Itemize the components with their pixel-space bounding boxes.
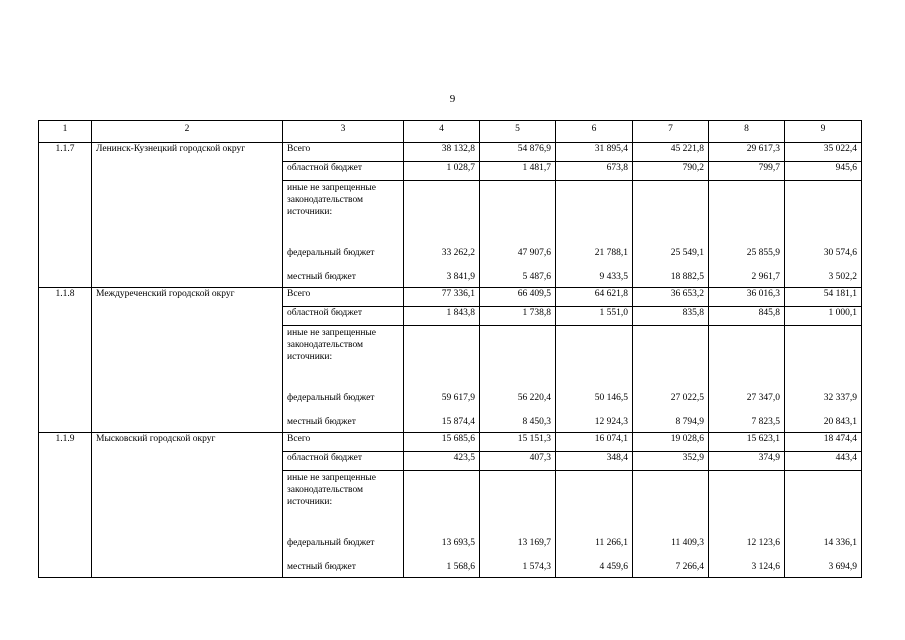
row-label: иные не запрещенные законодательством источники: — [283, 471, 404, 529]
value-cell — [404, 326, 480, 384]
value-cell: 5 487,6 — [480, 263, 556, 288]
value-cell — [480, 471, 556, 529]
header-row — [39, 121, 862, 143]
value-cell: 8 450,3 — [480, 408, 556, 433]
value-cell — [709, 181, 785, 239]
value-cell — [709, 326, 785, 384]
value-cell: 77 336,1 — [404, 288, 480, 307]
value-cell: 11 266,1 — [556, 528, 633, 553]
value-cell: 1 551,0 — [556, 307, 633, 326]
row-label: местный бюджет — [283, 553, 404, 578]
row-label: Всего — [283, 433, 404, 452]
value-cell: 50 146,5 — [556, 383, 633, 408]
row-label: федеральный бюджет — [283, 383, 404, 408]
value-cell: 348,4 — [556, 452, 633, 471]
value-cell: 1 574,3 — [480, 553, 556, 578]
section-name: Ленинск-Кузнецкий городской округ — [92, 143, 283, 288]
value-cell: 374,9 — [709, 452, 785, 471]
value-cell: 30 574,6 — [785, 238, 862, 263]
row-label: местный бюджет — [283, 408, 404, 433]
section-code: 1.1.7 — [39, 143, 92, 288]
value-cell: 38 132,8 — [404, 143, 480, 162]
budget-table — [38, 120, 862, 578]
value-cell: 9 433,5 — [556, 263, 633, 288]
page-number: 9 — [449, 93, 456, 105]
value-cell: 18 474,4 — [785, 433, 862, 452]
table-body — [39, 121, 862, 578]
value-cell: 443,4 — [785, 452, 862, 471]
value-cell: 25 855,9 — [709, 238, 785, 263]
column-header: 1 — [39, 121, 92, 143]
value-cell: 7 266,4 — [633, 553, 709, 578]
value-cell: 3 502,2 — [785, 263, 862, 288]
value-cell: 1 738,8 — [480, 307, 556, 326]
value-cell: 352,9 — [633, 452, 709, 471]
row-label: федеральный бюджет — [283, 528, 404, 553]
row-label: областной бюджет — [283, 162, 404, 181]
value-cell — [785, 471, 862, 529]
value-cell: 673,8 — [556, 162, 633, 181]
value-cell: 1 568,6 — [404, 553, 480, 578]
value-cell — [480, 326, 556, 384]
value-cell: 19 028,6 — [633, 433, 709, 452]
value-cell — [556, 181, 633, 239]
column-header: 4 — [404, 121, 480, 143]
table-row-total — [39, 288, 862, 307]
value-cell: 1 000,1 — [785, 307, 862, 326]
value-cell: 36 653,2 — [633, 288, 709, 307]
value-cell: 33 262,2 — [404, 238, 480, 263]
value-cell: 56 220,4 — [480, 383, 556, 408]
column-header: 6 — [556, 121, 633, 143]
value-cell: 15 151,3 — [480, 433, 556, 452]
table-row-total — [39, 433, 862, 452]
value-cell: 1 481,7 — [480, 162, 556, 181]
value-cell: 2 961,7 — [709, 263, 785, 288]
row-label: Всего — [283, 143, 404, 162]
value-cell: 3 694,9 — [785, 553, 862, 578]
value-cell: 407,3 — [480, 452, 556, 471]
value-cell: 4 459,6 — [556, 553, 633, 578]
table-row-total — [39, 143, 862, 162]
value-cell: 12 123,6 — [709, 528, 785, 553]
value-cell — [709, 471, 785, 529]
value-cell — [633, 181, 709, 239]
value-cell: 3 124,6 — [709, 553, 785, 578]
value-cell: 66 409,5 — [480, 288, 556, 307]
value-cell: 54 181,1 — [785, 288, 862, 307]
value-cell: 29 617,3 — [709, 143, 785, 162]
value-cell: 13 693,5 — [404, 528, 480, 553]
value-cell: 16 074,1 — [556, 433, 633, 452]
value-cell: 790,2 — [633, 162, 709, 181]
row-label: федеральный бюджет — [283, 238, 404, 263]
value-cell — [404, 181, 480, 239]
value-cell: 13 169,7 — [480, 528, 556, 553]
value-cell: 1 028,7 — [404, 162, 480, 181]
value-cell — [556, 471, 633, 529]
value-cell: 15 623,1 — [709, 433, 785, 452]
value-cell: 27 022,5 — [633, 383, 709, 408]
value-cell: 14 336,1 — [785, 528, 862, 553]
value-cell: 64 621,8 — [556, 288, 633, 307]
value-cell: 35 022,4 — [785, 143, 862, 162]
column-header: 2 — [92, 121, 283, 143]
column-header: 3 — [283, 121, 404, 143]
row-label: областной бюджет — [283, 307, 404, 326]
column-header: 8 — [709, 121, 785, 143]
value-cell: 11 409,3 — [633, 528, 709, 553]
value-cell — [633, 326, 709, 384]
value-cell: 32 337,9 — [785, 383, 862, 408]
value-cell: 12 924,3 — [556, 408, 633, 433]
value-cell — [785, 181, 862, 239]
row-label: областной бюджет — [283, 452, 404, 471]
value-cell: 799,7 — [709, 162, 785, 181]
value-cell: 31 895,4 — [556, 143, 633, 162]
value-cell: 15 874,4 — [404, 408, 480, 433]
section-name: Мысковский городской округ — [92, 433, 283, 578]
value-cell: 945,6 — [785, 162, 862, 181]
column-header: 7 — [633, 121, 709, 143]
value-cell — [480, 181, 556, 239]
section-code: 1.1.9 — [39, 433, 92, 578]
column-header: 5 — [480, 121, 556, 143]
value-cell: 7 823,5 — [709, 408, 785, 433]
value-cell — [633, 471, 709, 529]
value-cell — [404, 471, 480, 529]
value-cell: 25 549,1 — [633, 238, 709, 263]
section-code: 1.1.8 — [39, 288, 92, 433]
value-cell: 1 843,8 — [404, 307, 480, 326]
row-label: Всего — [283, 288, 404, 307]
value-cell: 20 843,1 — [785, 408, 862, 433]
value-cell: 835,8 — [633, 307, 709, 326]
value-cell: 47 907,6 — [480, 238, 556, 263]
value-cell: 54 876,9 — [480, 143, 556, 162]
section-name: Междуреченский городской округ — [92, 288, 283, 433]
value-cell: 3 841,9 — [404, 263, 480, 288]
value-cell: 18 882,5 — [633, 263, 709, 288]
value-cell: 21 788,1 — [556, 238, 633, 263]
row-label: местный бюджет — [283, 263, 404, 288]
value-cell: 8 794,9 — [633, 408, 709, 433]
value-cell: 845,8 — [709, 307, 785, 326]
value-cell — [556, 326, 633, 384]
value-cell: 423,5 — [404, 452, 480, 471]
value-cell: 27 347,0 — [709, 383, 785, 408]
row-label: иные не запрещенные законодательством источники: — [283, 181, 404, 239]
value-cell: 59 617,9 — [404, 383, 480, 408]
value-cell — [785, 326, 862, 384]
column-header: 9 — [785, 121, 862, 143]
value-cell: 36 016,3 — [709, 288, 785, 307]
value-cell: 15 685,6 — [404, 433, 480, 452]
row-label: иные не запрещенные законодательством источники: — [283, 326, 404, 384]
value-cell: 45 221,8 — [633, 143, 709, 162]
